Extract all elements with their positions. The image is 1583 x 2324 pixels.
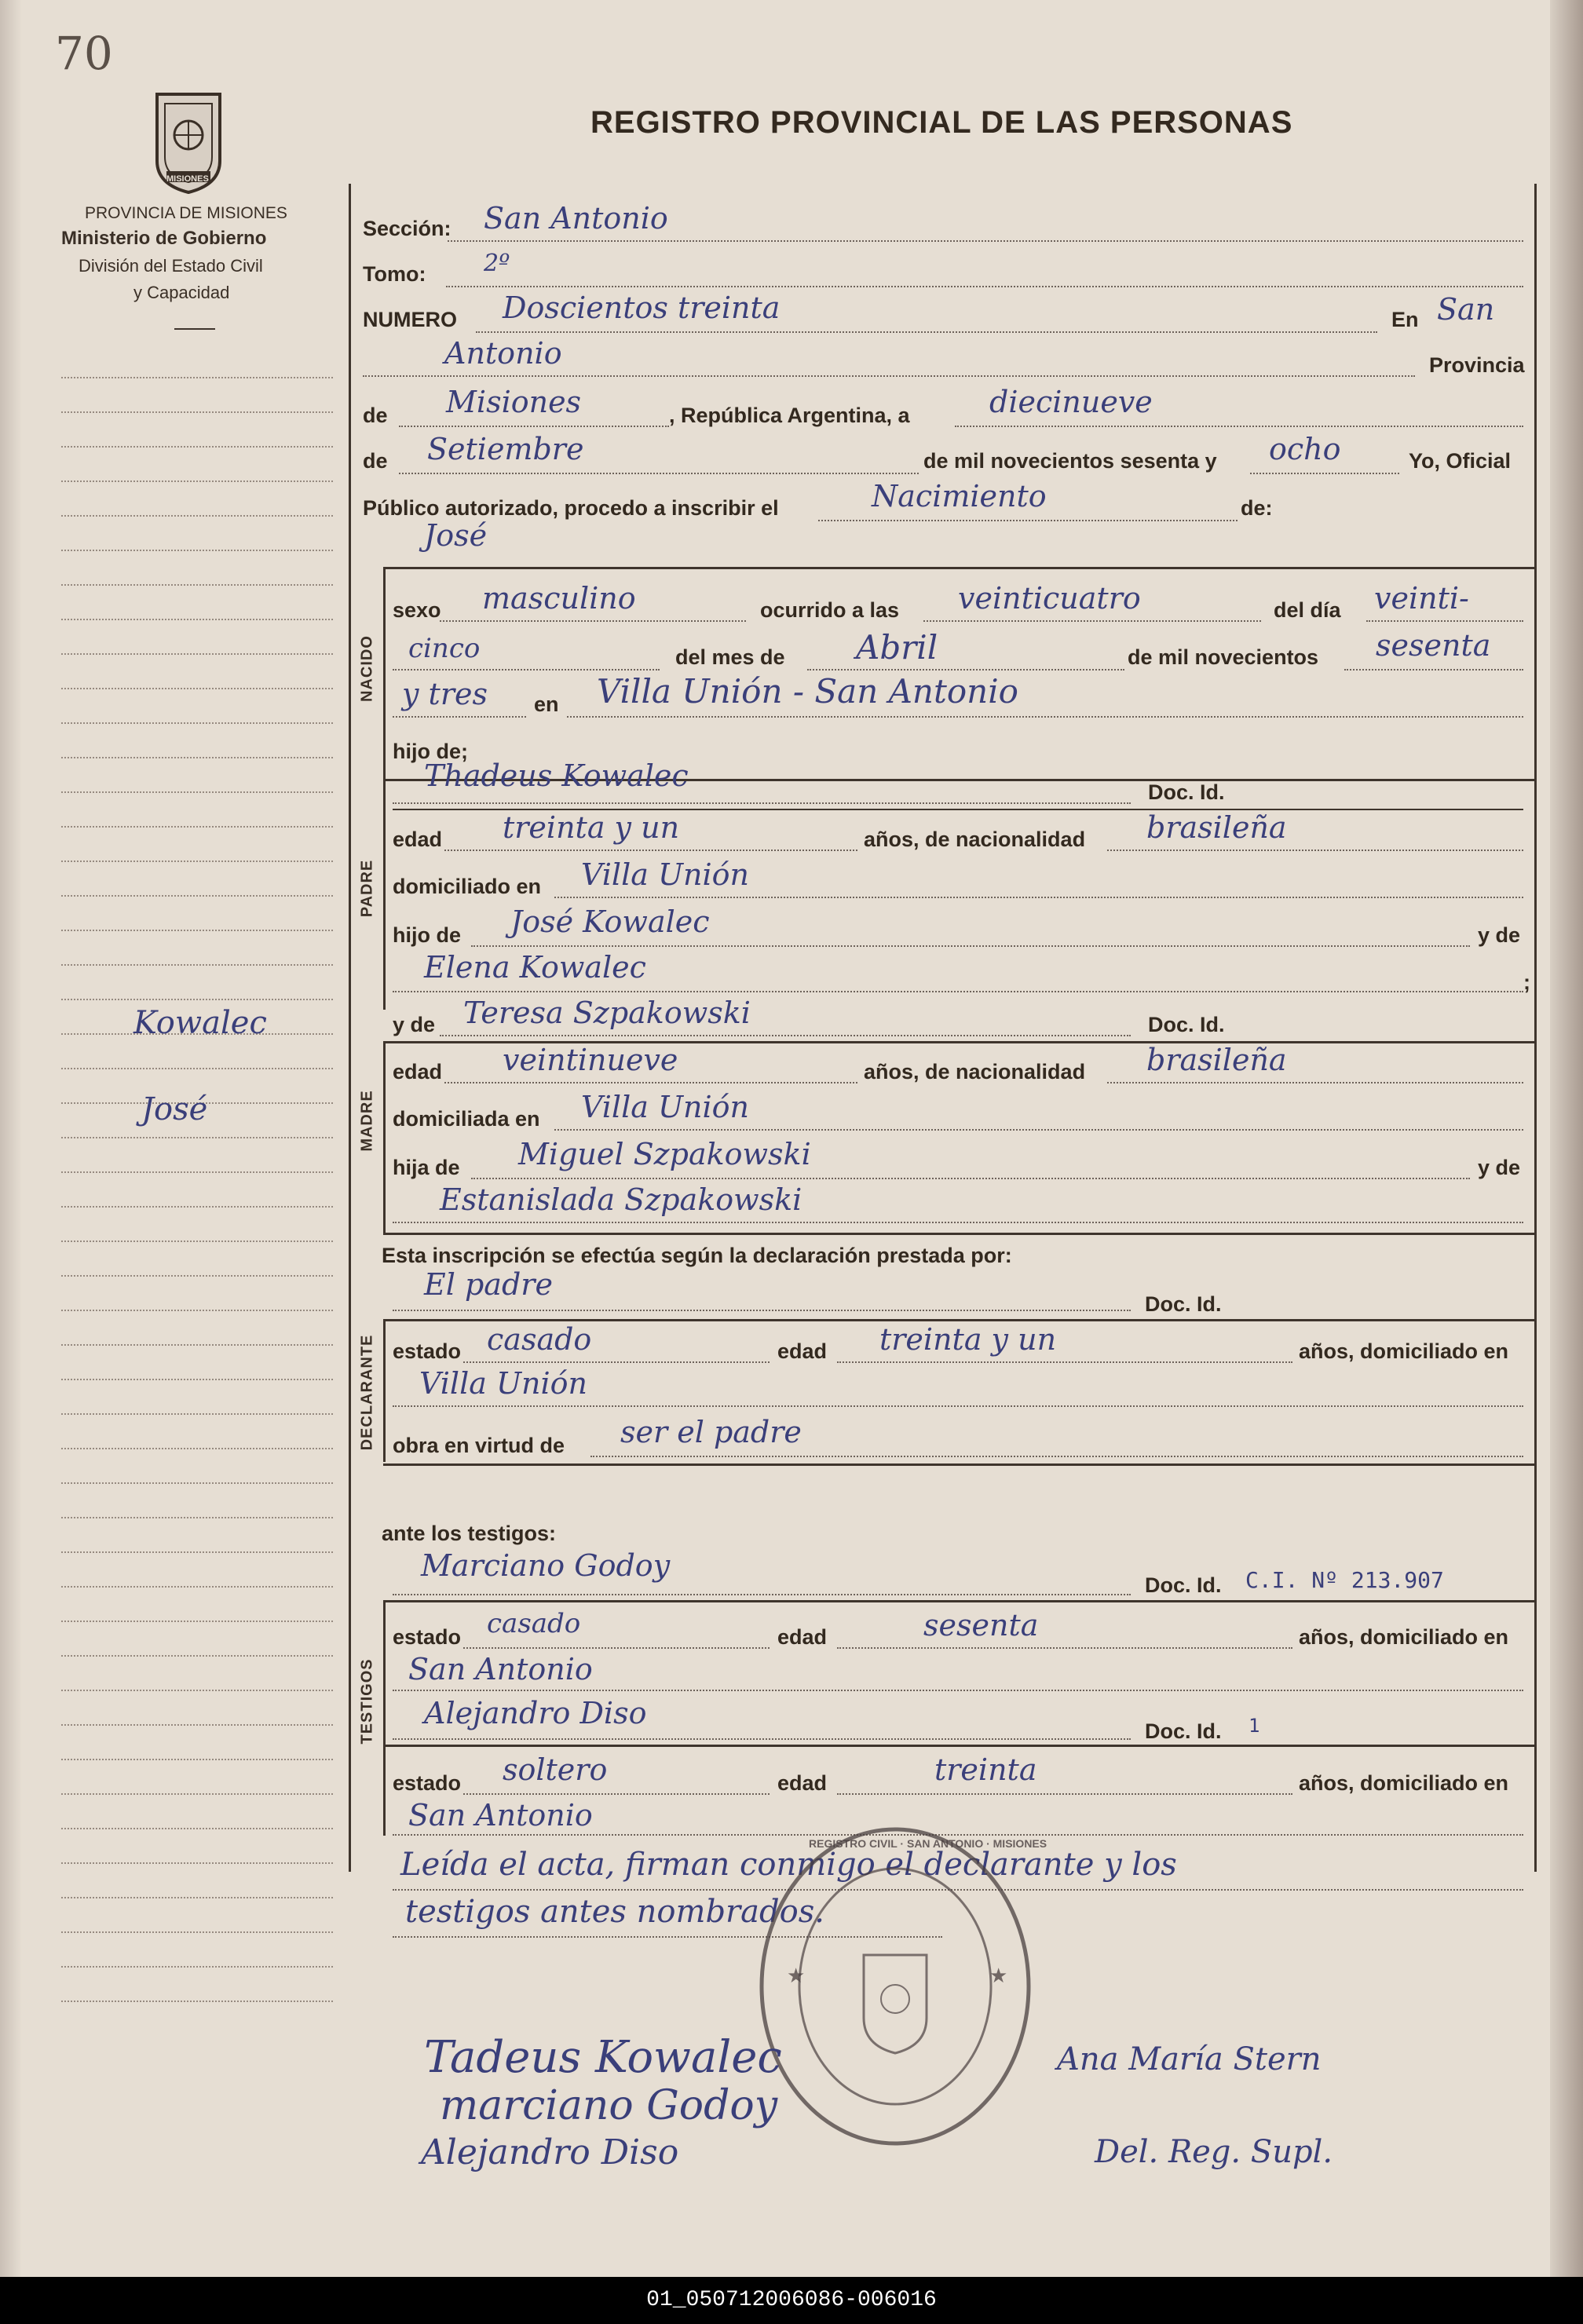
provincia-value: Misiones — [446, 385, 582, 419]
mil-label: de mil novecientos — [1128, 645, 1319, 669]
mes-value: Setiembre — [427, 432, 584, 466]
margin-rule — [61, 377, 333, 378]
testigos-section-label: TESTIGOS — [358, 1658, 376, 1745]
testigo1-estado-line — [463, 1647, 770, 1649]
del-dia-label: del día — [1274, 598, 1341, 622]
margin-rule — [61, 446, 333, 448]
madre-inner-border — [383, 1041, 386, 1233]
org-line4: y Capacidad — [133, 283, 230, 302]
anio-line-nac — [1344, 669, 1523, 671]
madre-hija-de-line — [471, 1178, 1470, 1179]
declarante-doc-label: Doc. Id. — [1145, 1292, 1222, 1316]
closing-line2: testigos antes nombrados. — [405, 1894, 824, 1930]
testigo2-estado: soltero — [503, 1752, 608, 1787]
nacido-nombre: José — [424, 518, 488, 553]
acto-de-label: de: — [1241, 496, 1273, 520]
testigos-inner-border — [383, 1600, 386, 1836]
madre-domicilio: Villa Unión — [581, 1090, 749, 1124]
frame-right-border — [1534, 184, 1537, 1872]
margin-rule — [61, 1828, 333, 1829]
testigo2-nombre-line — [393, 1738, 1131, 1740]
margin-rule — [61, 722, 333, 724]
declarante-edad-line — [837, 1361, 1292, 1363]
testigo1-estado: casado — [487, 1608, 581, 1639]
declarante-dom-line — [393, 1405, 1523, 1407]
declarante-bottom-rule — [383, 1463, 1534, 1466]
padre-nombre-line — [393, 802, 1131, 804]
dia-cont-line — [393, 669, 660, 671]
madre-dom-line — [554, 1129, 1523, 1131]
svg-text:★: ★ — [989, 1964, 1008, 1988]
testigo2-doc: 1 — [1248, 1715, 1260, 1737]
margin-rule — [61, 1310, 333, 1311]
madre-edad: veintinueve — [503, 1043, 678, 1077]
numero-value: Doscientos treinta — [503, 290, 781, 325]
declarante-edad-label: edad — [777, 1339, 828, 1363]
testigo1-edad-line — [837, 1647, 1292, 1649]
margin-rule — [61, 861, 333, 862]
margin-rule — [61, 584, 333, 586]
tomo-label: Tomo: — [363, 262, 426, 286]
nacido-anio: sesenta — [1376, 628, 1491, 663]
margin-rule — [61, 1206, 333, 1208]
padre-dom-line — [554, 897, 1523, 898]
margin-rule — [61, 1621, 333, 1622]
margin-rule — [61, 1482, 333, 1484]
madre-y-de-label: y de — [393, 1013, 436, 1036]
nacido-mes: Abril — [856, 628, 938, 667]
acto-line — [818, 520, 1238, 521]
republica-label: , República Argentina, a — [669, 404, 910, 427]
org-line2: Ministerio de Gobierno — [61, 228, 267, 249]
margin-rule — [61, 1068, 333, 1069]
en-label-nac: en — [534, 692, 559, 716]
margin-rule — [61, 515, 333, 517]
margin-rule — [61, 688, 333, 689]
margin-rule — [61, 964, 333, 966]
madre-nac-label: años, de nacionalidad — [864, 1060, 1086, 1083]
declarante-edad: treinta y un — [879, 1322, 1057, 1357]
seccion-value: San Antonio — [484, 201, 668, 236]
madre-edad-line — [444, 1082, 857, 1083]
madre-nacionalidad: brasileña — [1146, 1043, 1287, 1077]
sexo-label: sexo — [393, 598, 441, 622]
madre-hija-de-label: hija de — [393, 1156, 460, 1179]
testigo1-nombre-line — [393, 1594, 1131, 1595]
org-line3: División del Estado Civil — [79, 256, 263, 276]
numero-label: NUMERO — [363, 308, 457, 331]
testigo1-doc-label: Doc. Id. — [1145, 1573, 1222, 1597]
margin-rule — [61, 1655, 333, 1657]
declarante-inner-border — [383, 1319, 386, 1462]
nacido-lugar: Villa Unión - San Antonio — [597, 672, 1018, 711]
padre-edad: treinta y un — [503, 810, 680, 845]
margin-rule — [61, 1517, 333, 1518]
mes-line — [399, 473, 919, 474]
declarante-dom-label: años, domiciliado en — [1299, 1339, 1509, 1363]
testigo2-estado-line — [463, 1793, 770, 1795]
padre-y-de-label: y de — [1478, 923, 1521, 947]
margin-rule — [61, 619, 333, 620]
sexo-value: masculino — [482, 581, 636, 616]
padre-semicolon: ; — [1523, 970, 1530, 994]
testigo2-doc-label: Doc. Id. — [1145, 1719, 1222, 1743]
testigo1-edad-label: edad — [777, 1625, 828, 1649]
padre-doc-label: Doc. Id. — [1148, 780, 1225, 804]
margin-rule — [61, 1690, 333, 1691]
margin-rule — [61, 653, 333, 655]
anio-cont-line — [393, 716, 526, 718]
margin-rule — [61, 1275, 333, 1277]
testigo1-edad: sesenta — [923, 1608, 1039, 1643]
testigo2-edad-line — [837, 1793, 1292, 1795]
padre-nac-label: años, de nacionalidad — [864, 828, 1086, 851]
madre-section-label: MADRE — [358, 1090, 376, 1152]
org-divider — [174, 328, 215, 330]
margin-rule — [61, 1241, 333, 1242]
testigo2-nombre: Alejandro Diso — [424, 1696, 647, 1730]
en-label: En — [1391, 308, 1419, 331]
margin-rule — [61, 1171, 333, 1173]
nacido-dia-cont: cinco — [408, 633, 481, 664]
margin-rule — [61, 1966, 333, 1968]
padre-hijo-de-label: hijo de — [393, 923, 461, 947]
testigo2-estado-label: estado — [393, 1771, 462, 1795]
nacido-anio-cont: y tres — [402, 677, 488, 711]
ciudad-continuation: Antonio — [444, 336, 562, 371]
sexo-line — [440, 620, 746, 622]
margin-rule — [61, 1379, 333, 1380]
madre-nac-line — [1107, 1082, 1523, 1083]
margin-rule — [61, 791, 333, 793]
testigo1-estado-label: estado — [393, 1625, 462, 1649]
margin-rule — [61, 2001, 333, 2002]
declarante-nombre: El padre — [424, 1267, 553, 1302]
testigo1-dom-label: años, domiciliado en — [1299, 1625, 1509, 1649]
signature-testigo2: Alejandro Diso — [421, 2132, 679, 2172]
padre-edad-label: edad — [393, 828, 443, 851]
anio-label: de mil novecientos sesenta y — [923, 449, 1217, 473]
margin-rule — [61, 930, 333, 931]
madre-nombre: Teresa Szpakowski — [463, 996, 751, 1030]
declarante-nombre-line — [393, 1310, 1131, 1311]
declarante-estado-label: estado — [393, 1339, 462, 1363]
padre-section-label: PADRE — [358, 859, 376, 918]
org-line1: PROVINCIA DE MISIONES — [85, 204, 287, 222]
margin-rule — [61, 999, 333, 1000]
madre-dom-label: domiciliada en — [393, 1107, 540, 1131]
testigo1-dom-line — [393, 1690, 1523, 1691]
stamp-text: REGISTRO CIVIL · SAN ANTONIO · MISIONES — [809, 1837, 1047, 1850]
signature-testigo1: marciano Godoy — [440, 2082, 778, 2129]
page-title: REGISTRO PROVINCIAL DE LAS PERSONAS — [590, 105, 1293, 140]
publico-label: Público autorizado, procedo a inscribir el — [363, 496, 779, 520]
madre-doc-label: Doc. Id. — [1148, 1013, 1225, 1036]
tomo-value: 2º — [484, 250, 510, 277]
margin-rule — [61, 895, 333, 897]
nacido-inner-border — [383, 568, 386, 780]
testigo1-nombre: Marciano Godoy — [421, 1548, 671, 1583]
testigos-top-rule — [383, 1600, 1534, 1602]
testigo2-dom-label: años, domiciliado en — [1299, 1771, 1509, 1795]
testigo2-domicilio: San Antonio — [408, 1798, 593, 1833]
margin-rule — [61, 550, 333, 551]
margin-rule — [61, 1793, 333, 1795]
padre-padre-de: José Kowalec — [510, 904, 710, 939]
closing-line1: Leída el acta, firman conmigo el declarante y los — [400, 1847, 1177, 1883]
margin-rule — [61, 1931, 333, 1933]
testigo2-edad-label: edad — [777, 1771, 828, 1795]
nacido-section-label: NACIDO — [358, 635, 376, 702]
testigos-intro: ante los testigos: — [382, 1522, 557, 1545]
declarante-obra: ser el padre — [620, 1415, 802, 1449]
oficial-label: Yo, Oficial — [1409, 449, 1512, 473]
provincia-label: Provincia — [1429, 353, 1525, 377]
numero-line — [476, 331, 1377, 333]
ciudad-line — [363, 375, 1415, 377]
declarante-obra-line — [590, 1456, 1523, 1457]
en-value: San — [1437, 292, 1495, 327]
seccion-line — [448, 240, 1523, 242]
madre-y-de-label-2: y de — [1478, 1156, 1521, 1179]
margin-given-name: José — [141, 1091, 208, 1127]
padre-madre-de-line — [393, 991, 1523, 992]
hijo-label: hijo de; — [393, 740, 468, 763]
margin-rule — [61, 411, 333, 413]
ocurrido-label: ocurrido a las — [760, 598, 900, 622]
margin-rule — [61, 1344, 333, 1346]
testigo2-edad: treinta — [934, 1752, 1037, 1787]
padre-inner-border — [383, 779, 386, 1010]
hora-line — [923, 620, 1261, 622]
declarante-estado-line — [463, 1361, 770, 1363]
padre-dom-label: domiciliado en — [393, 875, 542, 898]
dia-line — [955, 426, 1523, 427]
margin-rule — [61, 1448, 333, 1449]
declarante-domicilio: Villa Unión — [419, 1366, 587, 1401]
margin-rule — [61, 481, 333, 482]
margin-rule — [61, 1551, 333, 1553]
anio-value: ocho — [1269, 432, 1341, 466]
padre-domicilio: Villa Unión — [581, 857, 749, 892]
declarante-estado: casado — [487, 1322, 592, 1357]
del-mes-label: del mes de — [675, 645, 785, 669]
dia-line-nac — [1366, 620, 1523, 622]
nacido-top-rule — [383, 567, 1534, 569]
margin-rule — [61, 1897, 333, 1898]
seal-text: MISIONES — [166, 174, 209, 184]
margin-rule — [61, 1724, 333, 1726]
margin-rule — [61, 1759, 333, 1760]
testigos-mid-rule — [383, 1745, 1534, 1747]
padre-madre-de: Elena Kowalec — [424, 950, 646, 985]
provincia-line — [399, 426, 669, 427]
svg-text:★: ★ — [787, 1964, 806, 1988]
madre-nombre-line — [440, 1035, 1131, 1036]
padre-hijo-de-line — [471, 945, 1470, 947]
padre-nac-line — [1107, 850, 1523, 851]
nacido-dia: veinti- — [1374, 581, 1469, 616]
testigo1-doc: C.I. Nº 213.907 — [1245, 1567, 1444, 1593]
madre-padre-de: Miguel Szpakowski — [518, 1137, 811, 1171]
signature-declarante: Tadeus Kowalec — [424, 2032, 782, 2083]
margin-surname: Kowalec — [133, 1005, 267, 1041]
official-title: Del. Reg. Supl. — [1095, 2134, 1333, 2170]
margin-rule — [61, 757, 333, 758]
margin-rule — [61, 1137, 333, 1138]
margin-rule — [61, 1413, 333, 1415]
declarante-intro: Esta inscripción se efectúa según la declaración prestada por: — [382, 1244, 1012, 1267]
madre-edad-label: edad — [393, 1060, 443, 1083]
margin-rule — [61, 1862, 333, 1864]
padre-edad-line — [444, 850, 857, 851]
signature-official: Ana María Stern — [1057, 2041, 1322, 2077]
scan-filename: 01_050712006086-006016 — [0, 2277, 1583, 2324]
mes-line-nac — [807, 669, 1124, 671]
declarante-obra-label: obra en virtud de — [393, 1434, 565, 1457]
madre-madre-de-line — [393, 1222, 1523, 1223]
declarante-section-label: DECLARANTE — [358, 1334, 376, 1451]
page-binding-edge — [1550, 0, 1583, 2277]
frame-left-border — [349, 184, 351, 1872]
acto-value: Nacimiento — [872, 479, 1047, 513]
page-number: 70 — [55, 27, 113, 80]
madre-bottom-rule — [383, 1233, 1534, 1235]
dia-value: diecinueve — [989, 385, 1153, 419]
madre-madre-de: Estanislada Szpakowski — [440, 1182, 802, 1217]
de-label-2: de — [363, 449, 388, 473]
de-label-1: de — [363, 404, 388, 427]
lugar-line — [567, 716, 1523, 718]
padre-nombre: Thadeus Kowalec — [424, 758, 689, 793]
official-stamp — [754, 1822, 1036, 2151]
margin-rule — [61, 1586, 333, 1588]
padre-nacionalidad: brasileña — [1146, 810, 1287, 845]
testigo1-domicilio: San Antonio — [408, 1652, 593, 1686]
hora-value: veinticuatro — [958, 581, 1141, 616]
page-left-edge — [0, 0, 22, 2277]
anio-line — [1250, 473, 1399, 474]
margin-rule — [61, 826, 333, 828]
tomo-line — [446, 286, 1523, 287]
seccion-label: Sección: — [363, 217, 452, 240]
declarante-top-rule — [383, 1319, 1534, 1321]
